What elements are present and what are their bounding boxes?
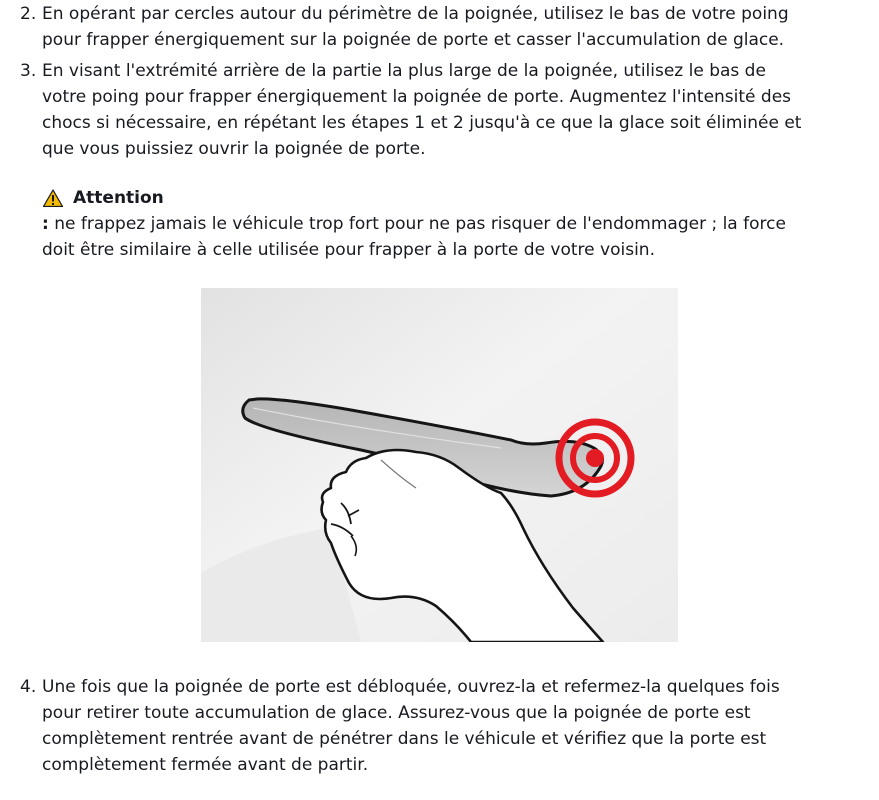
step-text-line: En visant l'extrémité arrière de la partie la plus large de la poignée, utilisez le bas de [42, 61, 766, 81]
warning-header [42, 185, 842, 211]
step-text-line: Une fois que la poignée de porte est débloquée, ouvrez-la et refermez-la quelques fois [42, 677, 780, 697]
step-text-line: chocs si nécessaire, en répétant les étapes 1 et 2 jusqu'à ce que la glace soit éliminée et [42, 113, 802, 133]
step-text-line: pour retirer toute accumulation de glace. Assurez-vous que la poignée de porte est [42, 703, 751, 723]
fist-hitting-door-handle-illustration [201, 288, 678, 642]
step-text-line: complètement fermée avant de partir. [42, 755, 369, 775]
warning-colon: : [42, 214, 49, 234]
door-handle-illustration [201, 288, 678, 642]
step-number: 2. [20, 4, 37, 24]
warning-triangle-icon [43, 189, 63, 207]
step-4 [0, 674, 850, 778]
step-text-line: complètement rentrée avant de pénétrer dans le véhicule et vérifiez que la porte est [42, 729, 767, 749]
step-2 [0, 1, 850, 53]
step-text-line: que vous puissiez ouvrir la poignée de porte. [42, 139, 426, 159]
step-text [42, 674, 842, 778]
step-3 [0, 58, 850, 162]
step-text-line: En opérant par cercles autour du périmètre de la poignée, utilisez le bas de votre poing [42, 4, 789, 24]
step-text [42, 1, 842, 53]
step-text-line: pour frapper énergiquement sur la poignée de porte et casser l'accumulation de glace. [42, 30, 785, 50]
step-text [42, 58, 842, 162]
warning-title: Attention [73, 188, 164, 208]
step-number: 3. [20, 61, 37, 81]
warning-text [42, 211, 842, 263]
step-text-line: votre poing pour frapper énergiquement la poignée de porte. Augmentez l'intensité des [42, 87, 792, 107]
warning-text-line: doit être similaire à celle utilisée pour frapper à la porte de votre voisin. [42, 240, 655, 260]
step-number: 4. [20, 677, 37, 697]
warning-text-line: ne frappez jamais le véhicule trop fort pour ne pas risquer de l'endommager ; la force [48, 214, 786, 234]
warning-callout [42, 185, 842, 263]
